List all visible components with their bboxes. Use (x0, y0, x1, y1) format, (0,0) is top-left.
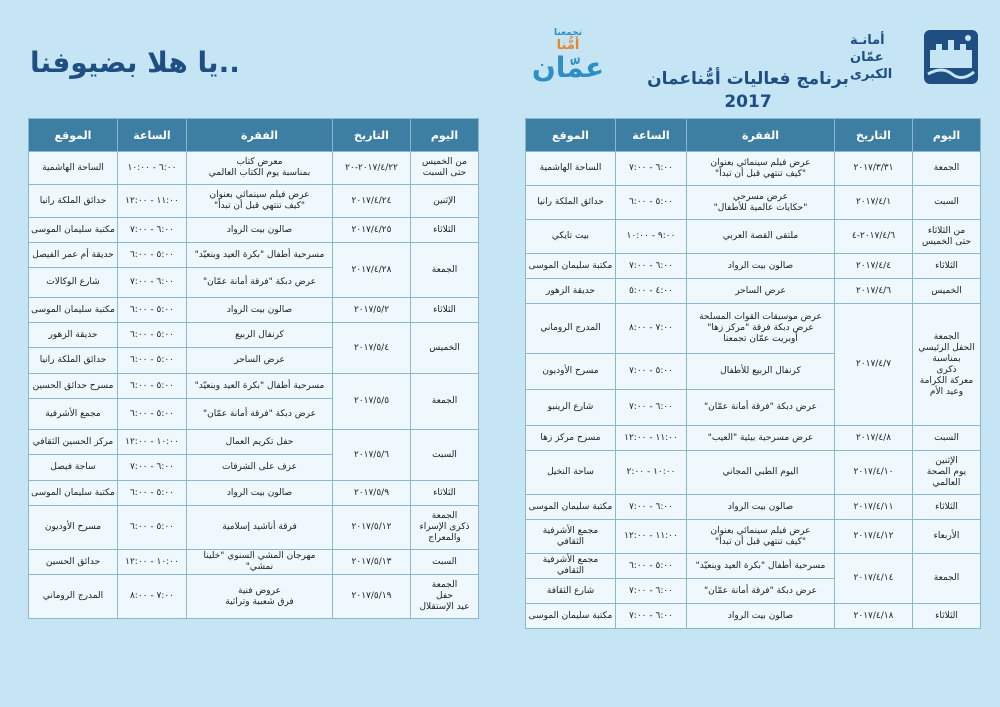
item-line: "حكايات عالمية للأطفال" (713, 202, 808, 213)
time-cell (118, 550, 187, 575)
item-cell (187, 575, 333, 619)
day-cell: الأربعاء (913, 520, 981, 554)
date-cell: ٢٠١٧/٥/٤ (333, 323, 411, 374)
time-cell (118, 243, 187, 268)
table-row (526, 279, 981, 304)
item-line: عرض الساحر (234, 355, 285, 365)
time-cell (118, 374, 187, 399)
item-cell (687, 554, 835, 579)
day-line: حفل (436, 591, 453, 601)
table-row (29, 550, 479, 575)
col-time-header: الساعة (616, 119, 687, 152)
time-value: ٥:٠٠ - ٦:٠٠ (129, 408, 175, 419)
time-cell (616, 520, 687, 554)
time-value: ٦:٠٠ - ٧:٠٠ (628, 402, 674, 412)
day-cell: الجمعة (411, 243, 479, 298)
item-cell (687, 579, 835, 604)
day-line: حتى الخميس (921, 236, 972, 247)
table-row (29, 430, 479, 455)
location-cell: مجمع الأشرفية الثقافي (526, 520, 616, 554)
time-value: ٦:٠٠ - ٧:٠٠ (628, 260, 674, 271)
day-cell (913, 451, 981, 495)
location-cell: مسرح الأوديون (526, 354, 616, 390)
item-line: كرنفال الربيع (235, 329, 284, 340)
location-cell: المدرج الروماني (29, 575, 118, 619)
item-cell (187, 430, 333, 455)
day-line: وعيد الأم (929, 386, 964, 397)
table-row (526, 451, 981, 495)
col-date-header: التاريخ (835, 119, 913, 152)
item-line: أوبريت عمّان تجمعنا (723, 334, 798, 344)
time-cell (118, 575, 187, 619)
day-line: الجمعة (431, 580, 458, 590)
item-cell (687, 495, 835, 520)
table-row (526, 426, 981, 451)
item-line: عرض دبكة فرقة "مركز زها" (707, 323, 814, 333)
day-line: الحفل الرئيسي (918, 342, 975, 353)
table-row (29, 481, 479, 506)
citadel-emblem-icon (922, 28, 980, 86)
day-line: العالمي (932, 478, 961, 488)
date-cell: ٢٠١٧/٥/٥ (333, 374, 411, 430)
item-line: مسرحية أطفال "بكرة العيد وبنعيّد" (194, 380, 325, 391)
municipality-name-line2: عمّان (850, 50, 884, 65)
col-date-header: التاريخ (333, 119, 411, 152)
item-line: عرض دبكة "فرقة أمانة عمّان" (704, 585, 817, 596)
time-cell (616, 152, 687, 186)
item-cell (687, 186, 835, 220)
time-value: ٩:٠٠ - ١٠:٠٠ (626, 231, 676, 241)
location-cell: مكتبة سليمان الموسى (29, 298, 118, 323)
date-cell: ٢٠١٧/٤/١ (835, 186, 913, 220)
time-value: ٥:٠٠ - ٦:٠٠ (129, 249, 175, 260)
item-line: صالون بيت الرواد (727, 501, 794, 512)
amman-municipality-logo (850, 28, 980, 98)
item-line: عرض فيلم سينمائي بعنوان (710, 525, 811, 536)
time-cell (118, 399, 187, 430)
time-value: ١١:٠٠ - ١٢:٠٠ (624, 432, 678, 443)
location-cell: حدائق الملكة رانيا (526, 186, 616, 220)
day-cell: السبت (411, 550, 479, 575)
day-cell: الثلاثاء (411, 481, 479, 506)
day-line: والمعراج (428, 533, 461, 543)
time-value: ٥:٠٠ - ٦:٠٠ (129, 304, 175, 315)
time-cell (118, 506, 187, 550)
time-value: ١٠:٠٠ - ٢:٠٠ (626, 467, 676, 477)
time-value: ٦:٠٠ - ٧:٠٠ (129, 277, 175, 287)
day-cell: الثلاثاء (913, 254, 981, 279)
day-cell (411, 506, 479, 550)
time-value: ٦:٠٠ - ١٠:٠٠ (127, 162, 177, 173)
date-cell: ٢٠١٧/٤/٦-٤ (835, 220, 913, 254)
item-line: عرض فيلم سينمائي بعنوان (209, 190, 310, 200)
date-cell: ٢٠١٧/٤/٢٤ (333, 185, 411, 218)
program-title (628, 68, 868, 114)
col-location-header: الموقع (29, 119, 118, 152)
table-row (29, 185, 479, 218)
item-line: عرض فيلم سينمائي بعنوان (710, 157, 811, 168)
day-line: من الثلاثاء (927, 225, 966, 236)
time-value: ٥:٠٠ - ٧:٠٠ (628, 366, 674, 376)
location-cell: شارع الرينبو (526, 390, 616, 426)
table-row (526, 604, 981, 629)
schedule-table-left (28, 118, 479, 619)
day-cell: السبت (913, 186, 981, 220)
location-cell: شارع الثقافة (526, 579, 616, 604)
time-cell (616, 579, 687, 604)
time-value: ٦:٠٠ - ٧:٠٠ (129, 224, 175, 235)
date-cell: ٢٠١٧/٤/٨ (835, 426, 913, 451)
date-cell: ٢٠١٧/٤/٢٨ (333, 243, 411, 298)
item-cell (187, 348, 333, 374)
day-cell: الجمعة (913, 152, 981, 186)
item-line: فرقة أناشيد إسلامية (222, 522, 297, 532)
col-item-header: الفقرة (187, 119, 333, 152)
time-cell (616, 604, 687, 629)
location-cell: مجمع الأشرفية الثقافي (526, 554, 616, 579)
time-value: ٧:٠٠ - ٨:٠٠ (628, 323, 674, 333)
location-cell: مسرح الأوديون (29, 506, 118, 550)
day-cell: الثلاثاء (411, 298, 479, 323)
day-line: من الخميس (422, 157, 467, 167)
item-cell (687, 451, 835, 495)
table-row (29, 152, 479, 185)
time-value: ٦:٠٠ - ٧:٠٠ (628, 585, 674, 596)
date-cell: ٢٠١٧/٥/١٣ (333, 550, 411, 575)
ammanuna-logo (518, 28, 618, 83)
item-line: مسرحية أطفال "بكرة العيد وبنعيّد" (695, 560, 826, 571)
time-cell (616, 279, 687, 304)
item-line: فرق شعبية وتراثية (225, 596, 294, 607)
item-cell (187, 152, 333, 185)
time-cell (118, 218, 187, 243)
location-cell: المدرج الروماني (526, 304, 616, 354)
item-line: عرض مسرحية بيئية "العيب" (707, 432, 814, 443)
item-cell (687, 254, 835, 279)
item-cell (187, 374, 333, 399)
municipality-name-line3: الكبرى (850, 67, 893, 82)
item-line: "كيف تنتهي قبل أن تبدأ" (714, 168, 806, 179)
item-cell (687, 520, 835, 554)
location-cell: مكتبة سليمان الموسى (526, 495, 616, 520)
day-cell: الثلاثاء (411, 218, 479, 243)
item-cell (687, 152, 835, 186)
item-cell (187, 243, 333, 268)
item-line: مسرحية أطفال "بكرة العيد وبنعيّد" (194, 249, 325, 260)
day-line: ذكرى (936, 364, 957, 375)
program-title-line1: برنامج فعاليات أمُّناعمان (647, 69, 849, 89)
table-row (526, 520, 981, 554)
time-cell (616, 220, 687, 254)
location-cell: ساحة فيصل (29, 455, 118, 481)
location-cell: حدائق الملكة رانيا (29, 348, 118, 374)
table-row (526, 254, 981, 279)
location-cell: حديقة الزهور (526, 279, 616, 304)
day-cell (913, 220, 981, 254)
table-header-row (526, 119, 981, 152)
date-cell: ٢٠١٧/٥/٢ (333, 298, 411, 323)
col-day-header: اليوم (913, 119, 981, 152)
location-cell: مسرح مركز زها (526, 426, 616, 451)
time-cell (616, 186, 687, 220)
table-row (29, 575, 479, 619)
location-cell: ساحة النخيل (526, 451, 616, 495)
date-cell: ٢٠١٧/٤/١١ (835, 495, 913, 520)
time-cell (118, 481, 187, 506)
day-line: ذكرى الإسراء (419, 522, 470, 532)
date-cell: ٢٠١٧/٤/١٢ (835, 520, 913, 554)
time-value: ٦:٠٠ - ٧:٠٠ (129, 462, 175, 472)
time-value: ٥:٠٠ - ٦:٠٠ (129, 329, 175, 340)
item-line: صالون بيت الرواد (226, 304, 293, 315)
day-line: معركة الكرامة (919, 375, 974, 386)
time-value: ٦:٠٠ - ٧:٠٠ (628, 163, 674, 173)
location-cell: مكتبة سليمان الموسى (29, 218, 118, 243)
municipality-name-line1: أمانـة (850, 33, 885, 48)
day-cell (411, 152, 479, 185)
item-cell (187, 185, 333, 218)
day-cell: الجمعة (411, 374, 479, 430)
day-cell: الإثنين (411, 185, 479, 218)
item-line: كرنفال الربيع للأطفال (720, 366, 801, 376)
item-line: عرض الساحر (735, 285, 786, 296)
item-cell (187, 481, 333, 506)
item-line: عرض موسيقات القوات المسلحة (699, 312, 822, 322)
item-cell (687, 426, 835, 451)
item-cell (187, 399, 333, 430)
day-cell: الجمعة (913, 554, 981, 604)
item-cell (687, 354, 835, 390)
col-day-header: اليوم (411, 119, 479, 152)
date-cell: ٢٠١٧/٥/٩ (333, 481, 411, 506)
item-line: عرض دبكة "فرقة أمانة عمّان" (704, 402, 817, 412)
date-cell: ٢٠١٧/٤/٢٥ (333, 218, 411, 243)
item-line: "كيف تنتهي قبل أن تبدأ" (213, 201, 305, 211)
time-cell (616, 304, 687, 354)
item-line: صالون بيت الرواد (727, 610, 794, 621)
time-cell (118, 152, 187, 185)
day-cell: السبت (913, 426, 981, 451)
time-value: ٥:٠٠ - ٦:٠٠ (129, 380, 175, 391)
item-line: عرض دبكة "فرقة أمانة عمّان" (203, 408, 316, 419)
date-cell: ٢٠١٧/٣/٣١ (835, 152, 913, 186)
location-cell: مركز الحسين الثقافي (29, 430, 118, 455)
date-cell: ٢٠١٧/٤/١٨ (835, 604, 913, 629)
item-cell (187, 323, 333, 348)
table-row (526, 152, 981, 186)
item-cell (187, 550, 333, 575)
table-row (526, 220, 981, 254)
location-cell: حديقة أم عمر الفيصل (29, 243, 118, 268)
time-value: ٥:٠٠ - ٦:٠٠ (628, 197, 674, 207)
day-cell (913, 304, 981, 426)
location-cell: شارع الوكالات (29, 268, 118, 298)
day-cell (411, 575, 479, 619)
municipality-name (850, 32, 912, 83)
item-cell (187, 506, 333, 550)
program-title-year: 2017 (724, 92, 772, 112)
time-cell (118, 430, 187, 455)
item-line: عرض مسرحي (733, 191, 788, 202)
time-value: ٦:٠٠ - ٧:٠٠ (628, 501, 674, 512)
time-cell (118, 455, 187, 481)
item-cell (687, 220, 835, 254)
time-cell (616, 354, 687, 390)
logo-small-text: تجمعنا (553, 28, 583, 38)
date-cell: ٢٠١٧/٤/٢٢-٢٠ (333, 152, 411, 185)
day-line: بمناسبة (932, 353, 961, 364)
logo-big-text: عمّان (531, 51, 605, 84)
item-cell (687, 304, 835, 354)
time-value: ١١:٠٠ - ١٢:٠٠ (624, 531, 678, 541)
item-cell (187, 268, 333, 298)
time-cell (118, 348, 187, 374)
col-item-header: الفقرة (687, 119, 835, 152)
location-cell: مجمع الأشرفية (29, 399, 118, 430)
day-line: حتى السبت (422, 168, 467, 178)
time-value: ١١:٠٠ - ١٢:٠٠ (125, 195, 179, 206)
date-cell: ٢٠١٧/٥/٦ (333, 430, 411, 481)
item-line: حفل تكريم العمال (225, 436, 294, 447)
date-cell: ٢٠١٧/٤/١٤ (835, 554, 913, 604)
item-line: ملتقى القصة العربي (722, 231, 799, 241)
date-cell: ٢٠١٧/٤/١٠ (835, 451, 913, 495)
date-cell: ٢٠١٧/٤/٧ (835, 304, 913, 426)
time-cell (616, 451, 687, 495)
day-cell: الثلاثاء (913, 495, 981, 520)
time-value: ٥:٠٠ - ٦:٠٠ (129, 355, 175, 365)
logo-accent-text: أمُّنا (556, 38, 580, 53)
item-cell (187, 298, 333, 323)
slogan: يا هلا بضيوفنا.. (30, 46, 240, 79)
item-line: صالون بيت الرواد (727, 260, 794, 271)
table-row (29, 218, 479, 243)
item-cell (687, 279, 835, 304)
day-line: الجمعة (431, 511, 458, 521)
day-cell: الثلاثاء (913, 604, 981, 629)
time-value: ٦:٠٠ - ٧:٠٠ (628, 610, 674, 621)
date-cell: ٢٠١٧/٤/٦ (835, 279, 913, 304)
date-cell: ٢٠١٧/٤/٤ (835, 254, 913, 279)
item-line: بمناسبة يوم الكتاب العالمي (208, 168, 311, 178)
table-row (29, 323, 479, 348)
day-cell: السبت (411, 430, 479, 481)
location-cell: حدائق الحسين (29, 550, 118, 575)
item-line: "كيف تنتهي قبل أن تبدأ" (714, 536, 806, 547)
time-value: ٧:٠٠ - ٨:٠٠ (129, 591, 175, 601)
location-cell: بيت تايكي (526, 220, 616, 254)
day-line: الإثنين (935, 456, 958, 466)
day-line: الجمعة (933, 331, 960, 342)
day-cell: الخميس (411, 323, 479, 374)
table-row (526, 495, 981, 520)
table-row (526, 304, 981, 354)
table-row (29, 374, 479, 399)
item-cell (687, 390, 835, 426)
time-value: ٥:٠٠ - ٦:٠٠ (129, 522, 175, 532)
time-cell (616, 254, 687, 279)
table-header-row (29, 119, 479, 152)
table-row (526, 186, 981, 220)
col-time-header: الساعة (118, 119, 187, 152)
day-line: عيد الإستقلال (419, 602, 470, 612)
location-cell: مسرح حدائق الحسين (29, 374, 118, 399)
time-value: ١٠:٠٠ - ١٢:٠٠ (125, 436, 179, 447)
time-cell (118, 323, 187, 348)
location-cell: حديقة الزهور (29, 323, 118, 348)
item-cell (687, 604, 835, 629)
col-location-header: الموقع (526, 119, 616, 152)
location-cell: مكتبة سليمان الموسى (526, 254, 616, 279)
time-cell (616, 495, 687, 520)
time-value: ٥:٠٠ - ٦:٠٠ (129, 487, 175, 498)
location-cell: الساحة الهاشمية (526, 152, 616, 186)
date-cell: ٢٠١٧/٥/١٩ (333, 575, 411, 619)
item-line: صالون بيت الرواد (226, 224, 293, 235)
item-line: معرض كتاب (236, 157, 283, 167)
table-row (29, 243, 479, 268)
time-value: ١٠:٠٠ - ١٢:٠٠ (125, 556, 179, 567)
date-cell: ٢٠١٧/٥/١٢ (333, 506, 411, 550)
location-cell: مكتبة سليمان الموسى (29, 481, 118, 506)
table-row (29, 298, 479, 323)
item-line: اليوم الطبي المجاني (722, 467, 799, 477)
table-row (29, 506, 479, 550)
item-line: عروض فنية (238, 585, 281, 596)
time-cell (616, 426, 687, 451)
time-cell (616, 554, 687, 579)
time-value: ٤:٠٠ - ٥:٠٠ (628, 285, 674, 296)
item-line: عرض دبكة "فرقة أمانة عمّان" (203, 277, 316, 287)
item-line: مهرجان المشي السنوي "خلينا نمشي" (203, 551, 316, 572)
time-cell (616, 390, 687, 426)
schedule-table-right (525, 118, 981, 629)
location-cell: مكتبة سليمان الموسى (526, 604, 616, 629)
item-line: صالون بيت الرواد (226, 487, 293, 498)
time-cell (118, 185, 187, 218)
item-cell (187, 218, 333, 243)
table-row (526, 554, 981, 579)
day-line: يوم الصحة (926, 467, 967, 477)
time-cell (118, 268, 187, 298)
item-cell (187, 455, 333, 481)
item-line: عزف على الشرفات (222, 462, 297, 472)
day-cell: الخميس (913, 279, 981, 304)
time-cell (118, 298, 187, 323)
location-cell: الساحة الهاشمية (29, 152, 118, 185)
time-value: ٥:٠٠ - ٦:٠٠ (628, 560, 674, 571)
location-cell: حدائق الملكة رانيا (29, 185, 118, 218)
